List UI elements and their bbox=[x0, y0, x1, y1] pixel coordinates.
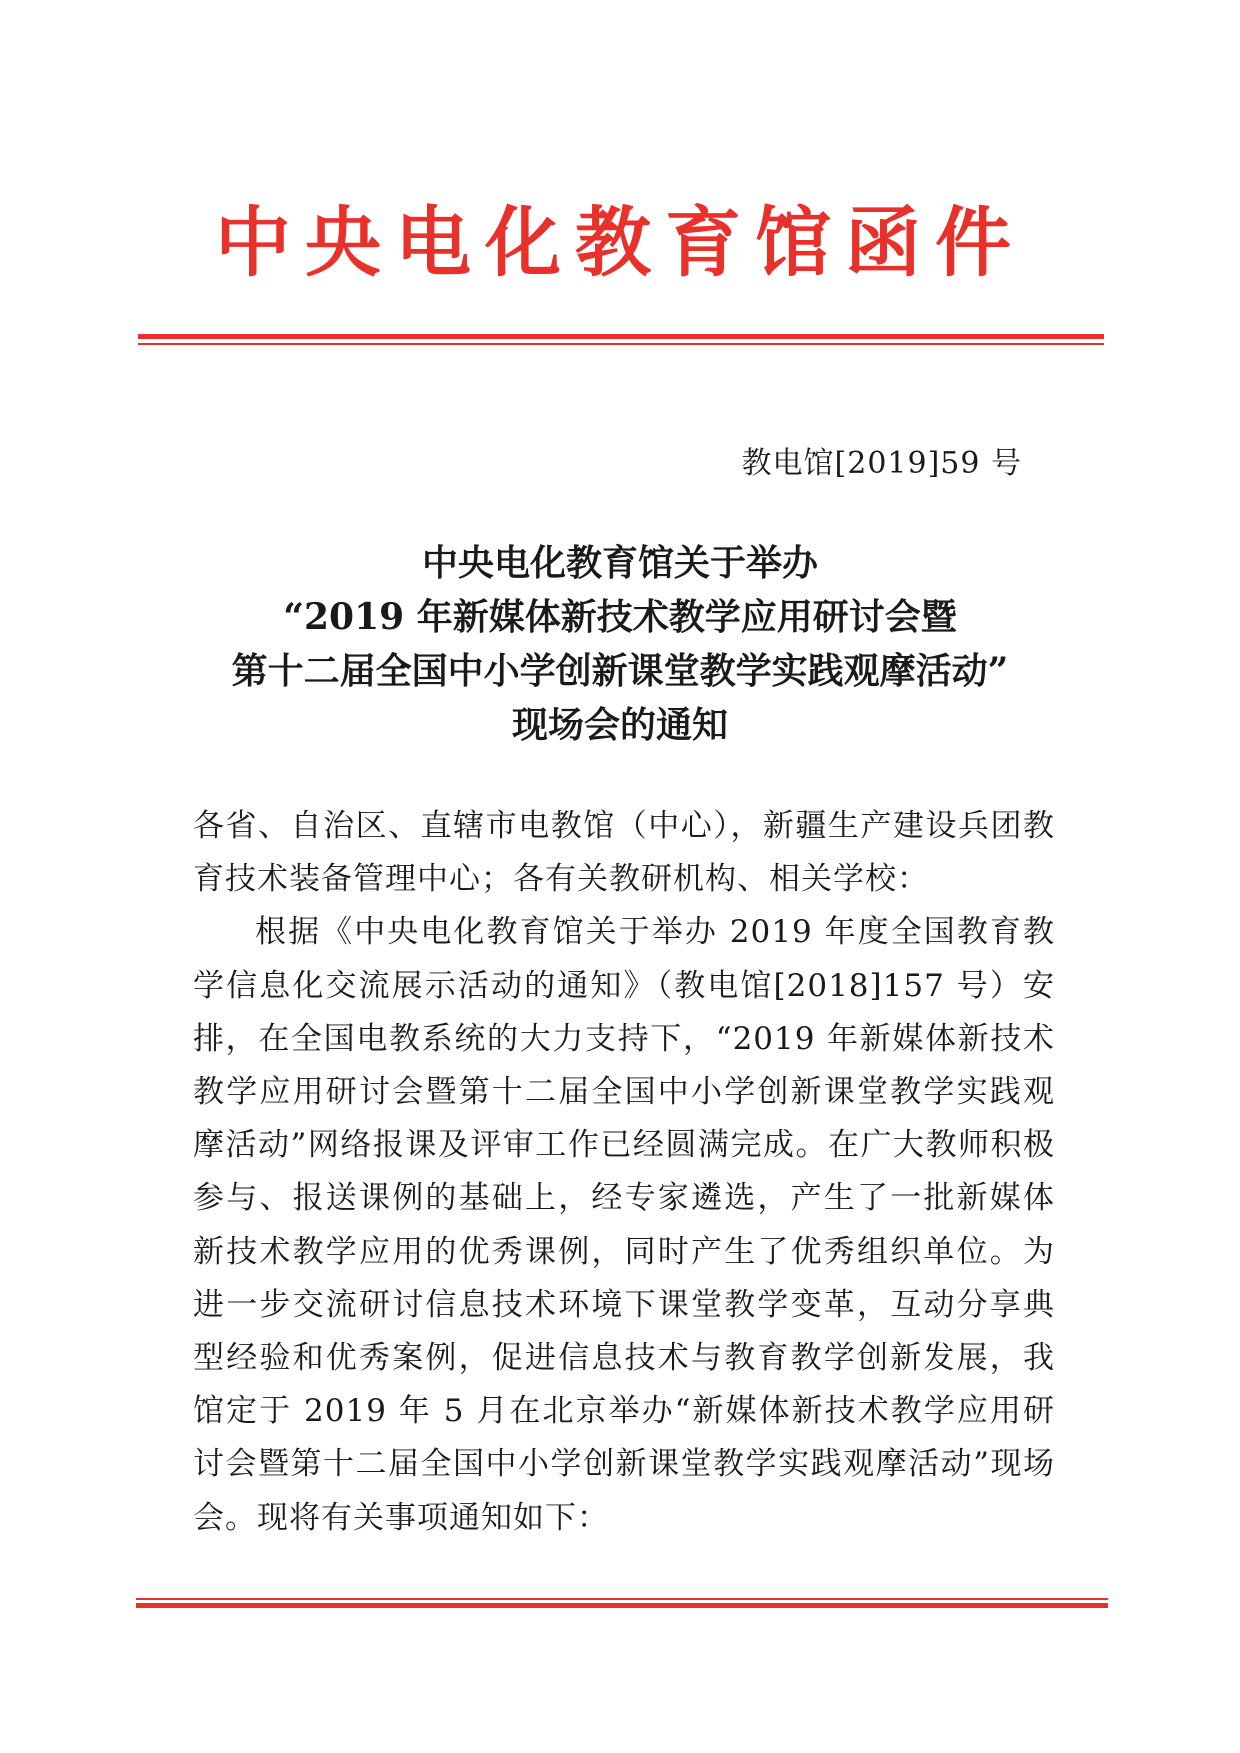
notice-title-line-3: 第十二届全国中小学创新课堂教学实践观摩活动” bbox=[231, 650, 1009, 692]
addressee-paragraph: 各省、自治区、直辖市电教馆（中心），新疆生产建设兵团教育技术装备管理中心；各有关教研机构、相关学校： bbox=[193, 808, 1055, 898]
header-divider bbox=[138, 334, 1104, 348]
footer-divider bbox=[136, 1598, 1108, 1612]
notice-title bbox=[0, 536, 1240, 752]
notice-title-line-4: 现场会的通知 bbox=[511, 704, 728, 746]
header-divider-thin-line bbox=[138, 343, 1104, 345]
letterhead-title: 中央电化教育馆函件 bbox=[215, 198, 1025, 287]
body-paragraph-1: 根据《中央电化教育馆关于举办 2019 年度全国教育教学信息化交流展示活动的通知》（教电馆[2018]157 号）安排，在全国电教系统的大力支持下，“2019 年新媒体新技术教学应用研讨会暨第十二届全国中小学创新课堂教学实践观摩活动”网络报课及评审工作已经圆满完成。在广大教师积极参与、报送课例的基础上，经专家遴选，产生了一批新媒体新技术教学应用的优秀课例，同时产生了优秀组织单位。为进一步交流研讨信息技术环境下课堂教学变革，互动分享典型经验和优秀案例，促进信息技术与教育教学创新发展，我馆定于 2019 年 5 月在北京举办“新媒体新技术教学应用研讨会暨第十二届全国中小学创新课堂教学实践观摩活动”现场会。现将有关事项通知如下： bbox=[193, 914, 1055, 1536]
document-number: 教电馆[2019]59 号 bbox=[741, 446, 1022, 481]
notice-title-line-1: 中央电化教育馆关于举办 bbox=[421, 542, 818, 584]
notice-title-line-2: “2019 年新媒体新技术教学应用研讨会暨 bbox=[283, 596, 957, 638]
header-divider-thick-line bbox=[138, 334, 1104, 339]
footer-divider-thick-line bbox=[136, 1603, 1108, 1608]
notice-body bbox=[193, 800, 1055, 1545]
footer-divider-thin-line bbox=[136, 1598, 1108, 1600]
